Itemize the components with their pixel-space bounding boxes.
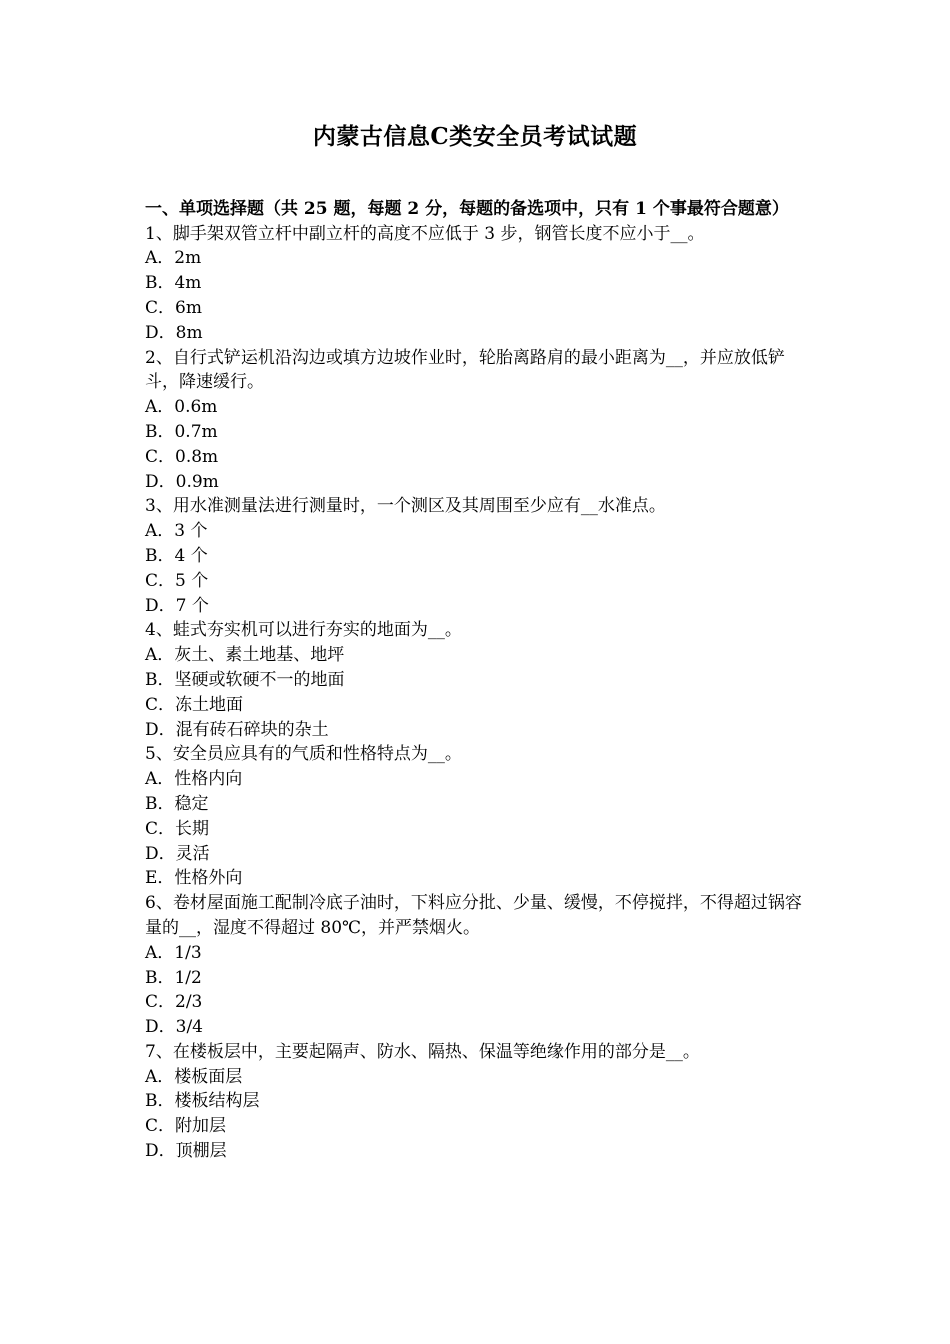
option-b: B．4m [145, 273, 202, 294]
option-a: A．楼板面层 [145, 1066, 243, 1087]
question-text: 5、安全员应具有的气质和性格特点为__。 [145, 744, 462, 765]
question-7 [145, 1040, 809, 1164]
option-b: B．0.7m [145, 421, 218, 442]
question-6 [145, 891, 809, 1040]
question-text: 6、卷材屋面施工配制冷底子油时，下料应分批、少量、缓慢，不停搅拌，不得超过锅容量的__，湿度不得超过 80℃，并严禁烟火。 [145, 893, 802, 938]
option-c: C．5 个 [145, 570, 209, 591]
option-a: A．3 个 [145, 521, 208, 542]
option-d: D．8m [145, 322, 203, 343]
question-text: 4、蛙式夯实机可以进行夯实的地面为__。 [145, 620, 462, 641]
question-1 [145, 222, 809, 346]
question-5 [145, 742, 809, 891]
question-3 [145, 494, 809, 618]
option-c: C．6m [145, 297, 202, 318]
option-b: B．1/2 [145, 967, 202, 988]
option-c: C．附加层 [145, 1116, 227, 1137]
question-text: 1、脚手架双管立杆中副立杆的高度不应低于 3 步，钢管长度不应小于__。 [145, 223, 705, 244]
option-a: A．性格内向 [145, 769, 243, 790]
document-body [145, 197, 809, 1164]
option-a: A．1/3 [145, 942, 202, 963]
option-c: C．2/3 [145, 992, 203, 1013]
question-text: 2、自行式铲运机沿沟边或填方边坡作业时，轮胎离路肩的最小距离为__，并应放低铲斗，降速缓行。 [145, 347, 785, 393]
option-a: A．0.6m [145, 397, 218, 418]
option-b: B．楼板结构层 [145, 1091, 260, 1112]
question-text: 3、用水准测量法进行测量时，一个测区及其周围至少应有__水准点。 [145, 496, 666, 517]
option-d: D．0.9m [145, 471, 219, 492]
section-heading: 一、单项选择题（共 25 题，每题 2 分，每题的备选项中，只有 1 个事最符合题意） [145, 199, 789, 219]
option-a: A．2m [145, 248, 202, 269]
option-b: B．4 个 [145, 545, 208, 566]
option-c: C．长期 [145, 818, 210, 839]
option-e: E．性格外向 [145, 868, 243, 889]
question-text: 7、在楼板层中，主要起隔声、防水、隔热、保温等绝缘作用的部分是__。 [145, 1041, 700, 1062]
document-title: 内蒙古信息C类安全员考试试题 [312, 123, 638, 150]
option-d: D．混有砖石碎块的杂土 [145, 719, 329, 740]
option-d: D．3/4 [145, 1017, 203, 1038]
question-4 [145, 618, 809, 742]
option-b: B．稳定 [145, 793, 209, 814]
option-c: C．冻土地面 [145, 694, 244, 715]
option-c: C．0.8m [145, 446, 219, 467]
option-d: D．灵活 [145, 843, 210, 864]
question-2 [145, 346, 809, 495]
option-a: A．灰土、素土地基、地坪 [145, 645, 345, 666]
option-d: D．顶棚层 [145, 1141, 227, 1162]
option-b: B．坚硬或软硬不一的地面 [145, 669, 345, 690]
option-d: D．7 个 [145, 595, 209, 616]
